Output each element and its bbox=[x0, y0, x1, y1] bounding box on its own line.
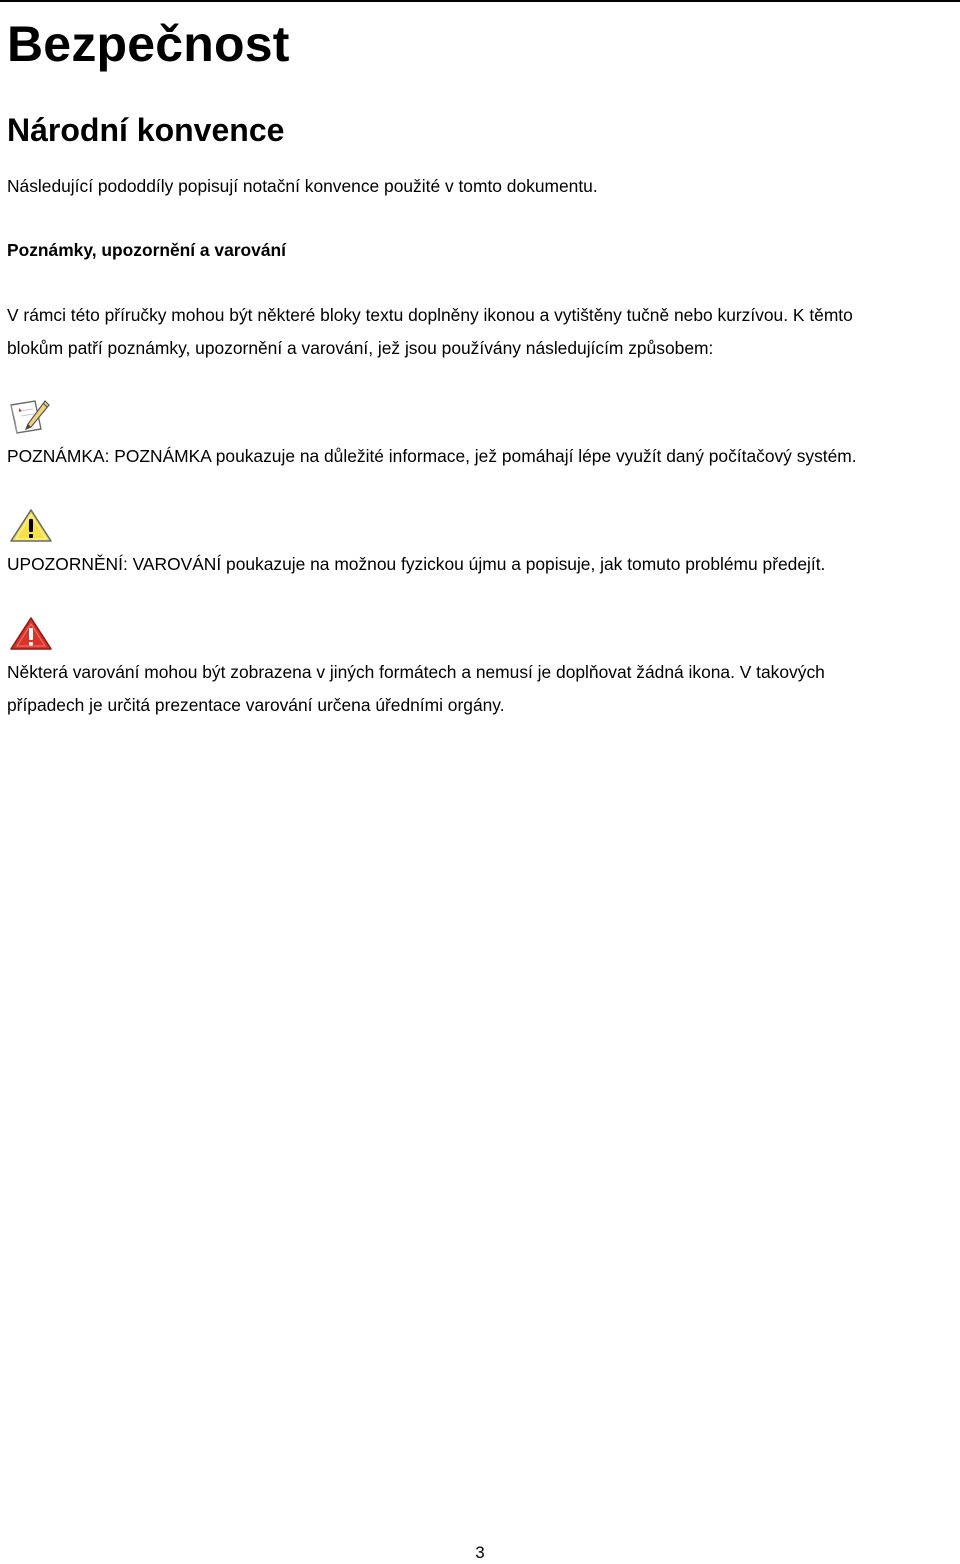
top-rule bbox=[0, 0, 960, 2]
page-title: Bezpečnost bbox=[7, 16, 290, 72]
closing-paragraph-line-1: Některá varování mohou být zobrazena v jiných formátech a nemusí je doplňovat žádná ikona. V takových bbox=[7, 662, 825, 682]
warning-triangle-icon bbox=[9, 616, 53, 652]
body-paragraph-line-1: V rámci této příručky mohou být některé bloky textu doplněny ikonou a vytištěny tučně nebo kurzívou. K těmto bbox=[7, 305, 853, 325]
caution-text: UPOZORNĚNÍ: VAROVÁNÍ poukazuje na možnou fyzickou újmu a popisuje, jak tomuto problému předejít. bbox=[7, 554, 826, 574]
note-text: POZNÁMKA: POZNÁMKA poukazuje na důležité informace, jež pomáhají lépe využít daný počítačový systém. bbox=[7, 446, 857, 466]
intro-paragraph: Následující pododdíly popisují notační konvence použité v tomto dokumentu. bbox=[7, 176, 598, 196]
note-pencil-icon bbox=[9, 399, 51, 437]
subheading: Poznámky, upozornění a varování bbox=[7, 240, 286, 260]
caution-triangle-icon bbox=[9, 508, 53, 544]
body-paragraph-line-2: blokům patří poznámky, upozornění a varování, jež jsou používány následujícím způsobem: bbox=[7, 338, 714, 358]
closing-paragraph-line-2: případech je určitá prezentace varování určena úředními orgány. bbox=[7, 695, 505, 715]
section-title: Národní konvence bbox=[7, 112, 285, 148]
page-number: 3 bbox=[475, 1543, 485, 1562]
